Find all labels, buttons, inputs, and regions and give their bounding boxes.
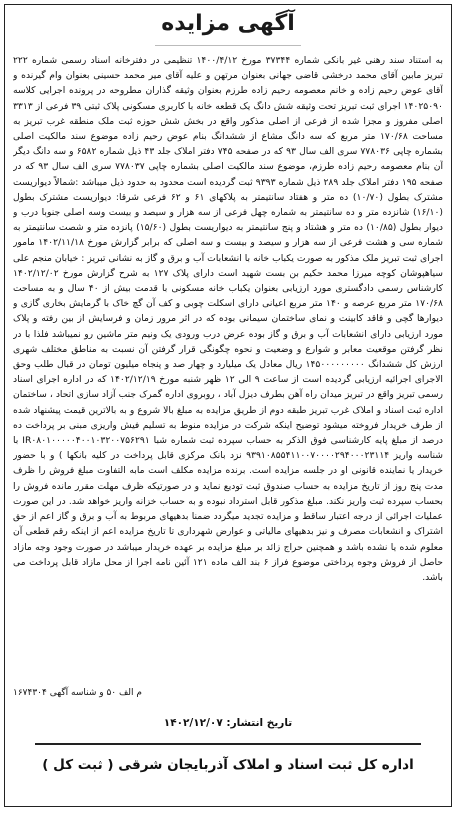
- notice-reference: م الف ۵۰ و شناسه آگهی ۱۶۷۴۳۰۴: [13, 688, 142, 698]
- auction-notice-page: [4, 4, 452, 807]
- title-divider: [155, 45, 301, 46]
- notice-body: [13, 53, 443, 585]
- notice-title: آگهی مزایده: [161, 11, 295, 36]
- publication-date: تاریخ انتشار: ۱۴۰۲/۱۲/۰۷: [163, 717, 293, 729]
- body-paragraph: به استناد سند رهنی غیر بانکی شماره ۳۷۳۴۴ مورخ ۱۴۰۰/۴/۱۲ تنظیمی در دفترخانه اسناد رسمی شماره ۲۲۲ تبریز مابین آقای محمد درخشی قاضی جهانی بعنوان مرتهن و علیه آقای میر محمد حسینی بعنوان وام گیرنده و آقای عوض رحیم زاده و خانم معصومه رحیم زاده طرزم بعنوان وثیقه گذاران مطروحه در پرونده اجرایی کلاسه ۱۴۰۲۵۰۹۰ اجرای ثبت تبریز تحت وثیقه شش دانگ یک قطعه خانه با کاربری مسکونی پلاک ثبتی ۳۹ فرعی از ۳۳۱۳ اصلی مفروز و مجزا شده از فرعی از اصلی مذکور واقع در بخش شش حوزه ثبت ملک منطقه غرب تبریز به مساحت ۱۷۰/۶۸ متر مربع که سه دانگ مشاع از ششدانگ بنام عوض رحیم زاده موضوع سند مالکیت اصلی بشماره چاپی ۷۷۸۰۳۶ سری الف سال ۹۳ که در صفحه ۷۴۵ دفتر املاک جلد ۴۳ ذیل شماره ۶۵۸۲ و سه دانگ دیگر آن بنام معصومه رحیم زاده طرزم، موضوع سند مالکیت اصلی بشماره چاپی ۷۷۸۰۳۷ سری الف سال ۹۳ که در صفحه ۱۹۵ دفتر املاک جلد ۲۸۹ ذیل شماره ۹۳۹۳ ثبت گردیده است محدود به حدود ذیل میباشد :شمالاً دیواریست مشترک بطول (۱۰/۷۰) ده متر و هفتاد سانتیمتر به پلاکهای ۶۱ و ۶۲ فرعی شرقا: دیواریست مشترک بطول (۱۶/۱۰) شانزده متر و ده سانتیمتر به شماره چهل فرعی از سه هزار و سیصد و بیست وسه اصلی جنوبا درب و دیوار بطول (۱۰/۸۵) ده متر و هشتاد و پنج سانتیمتر به دیواریست بطول (۱۵/۶۰) پانزده متر و شصت سانتیمتر به شماره سی و هشت فرعی از سه هزار و سیصد و بیست و سه اصلی که برابر گزارش مورخ ۱۴۰۲/۱۱/۱۸ مامور اجرای ثبت تبریز ملک مذکور به صورت یکباب خانه با انشعابات آب و برق و گاز به نشانی تبریز : خیابان منجم علی سیاهپوشان کوچه میرزا محمد حکیم بن بست شهید است دارای پلاک ۱۲۷ به شرح گزارش مورخ ۱۴۰۲/۱۲/۰۲ کارشناس رسمی دادگستری مورد ارزیابی بعنوان یکباب خانه مسکونی با قدمت بیش از ۴۰ سال و به مساحت ۱۷۰/۶۸ متر مربع عرصه و ۱۴۰ متر مربع اعیانی دارای اسکلت چوبی و کف آن گچ خاک با گرمایش بخاری گازی و دیوارها گچی و فاقد کابینت و نمای ساختمان سیمانی بوده که در اثر مرور زمان و فرسایش از بین رفته و پلاک مورد ارزیابی دارای انشعابات آب و برق و گاز بوده عرض درب ورودی یک ونیم متر ماشین رو نمیباشد فلذا با در نظر گرفتن موقعیت معابر و شوارع و وضعیت و نحوه چگونگی قرار گرفتن آن نسبت به مناطق مختلف شهری ارزش کل ششدانگ ۱۴۵۰۰۰۰۰۰۰۰۰ ریال معادل یک میلیارد و چهار صد و پنجاه میلیون تومان در قبال طلب وحق الاجرای اجرائیه ارزیابی گردیده است از ساعت ۹ الی ۱۲ ظهر شنبه مورخ ۱۴۰۲/۱۲/۱۹ که در اداره اجرای اسناد رسمی تبریز واقع در تبریز میدان راه آهن بطرف دیزل آباد ، روبروی اداره گمرک جنب آزاد سازی اتحاد ، ساختمان اداره ثبت اسناد و املاک غرب تبریز طبقه دوم از طریق مزایده به مبلغ بالا شروع و به بالاترین قیمت پیشنهاد شده از طرف خریدار فروخته میشود توضیح اینکه شرکت در مزایده منوط به تسلیم فیش واریزی مبنی بر پرداخت ده درصد از مبلغ پایه کارشناسی فوق الذکر به حساب سپرده ثبت شماره شبا IR۰۸۰۱۰۰۰۰۰۴۰۰۱۰۳۲۰۰۷۵۶۲۹۱ با شناسه واریز ۹۳۹۱۰۸۵۵۴۱۱۰۰۷۰۰۰۰۲۹۴۰۰۰۲۳۱۱۴ نزد بانک مرکزی قابل پرداخت در کلیه بانکها ) و با حضور خریدار یا نماینده قانونی او در جلسه مزایده است. برنده مزایده مکلف است مابه التفاوت مبلغ فروش را ظرف مدت پنج روز از تاریخ مزایده به حساب صندوق ثبت تودیع نماید و در صورتیکه ظرف مهلت مقرر مانده فروش را بحساب سپرده ثبت واریز نکند. مبلغ مذکور قابل استرداد نبوده و به حساب خزانه واریز خواهد شد. در این صورت عملیات اجرائی از درجه اعتبار ساقط و مزایده تجدید میگردد ضمنا بدهیهای مربوط به آب و برق و گاز اعم از حق اشتراک و انشعابات مصرف و نیز بدهیهای مالیاتی و عوارض شهرداری تا تاریخ مزایده اعم از اینکه رقم قطعی آن معلوم شده یا نشده باشد و همچنین حراج زائد بر مبلغ مزایده بر عهده خریدار میباشد در صورت وجود وجه مازاد حاصل از فروش وجوه پرداختی موضوع فراز ۶ بند الف ماده ۱۲۱ آئین نامه اجرا از محل مازاد قابل پرداخت می باشد.: [13, 55, 443, 583]
- notice-reference-row: [13, 681, 443, 705]
- issuing-office: اداره کل ثبت اسناد و املاک آذربایجان شرقی ( ثبت کل ): [42, 757, 414, 773]
- footer-divider: [35, 743, 421, 745]
